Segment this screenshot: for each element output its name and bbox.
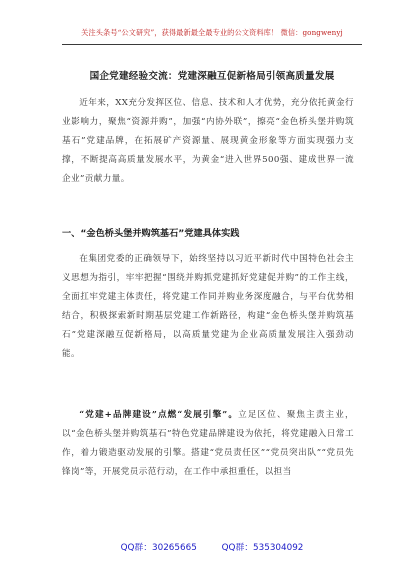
section-paragraph-1: 在集团党委的正确领导下，始终坚持以习近平新时代中国特色社会主义思想为指引，牢牢把握“围绕并购抓党建抓好党建促并购”的工作主线，全面扛牢党建主体责任，将党建工作同并购业务深度融合，与平台优势相结合，积极探索新时期基层党建工作新路径，构建“金色桥头堡并购筑基石”党建深融互促新格局，以高质量党建为企业高质量发展注入强劲动能。 [62,254,354,359]
header-divider [62,44,362,45]
footer-qq-group-1: QQ群：30265665 [120,543,197,553]
section-heading: 一、“金色桥头堡并购筑基石”党建具体实践 [62,228,240,239]
document-title: 国企党建经验交流：党建深融互促新格局引领高质量发展 [89,71,335,82]
paragraph-body-text: 立足区位、聚焦主责主业，以“金色桥头堡并购筑基石”特色党建品牌建设为依托，将党建融入日常工作，着力锻造驱动发展的引擎。搭建“党员责任区”“党员突出队”“党员先锋岗”等，开展党员示范行动，在工作中承担重任，以担当 [62,410,354,477]
paragraph-lead-phrase: “党建+品牌建设”点燃“发展引擎”。 [79,410,239,420]
intro-paragraph: 近年来，XX充分发挥区位、信息、技术和人才优势，充分依托黄金行业影响力，聚焦“资源并购”，加强“内协外联”，擦亮“金色桥头堡并购筑基石”党建品牌，在拓展矿产资源量、展现黄金形象等方面实现强力支撑，不断提高高质量发展水平，为黄金“进入世界500强、建成世界一流企业”贡献力量。 [62,98,354,184]
header-notice: 关注头条号“公文研究”，获得最新最全最专业的公文资料库！ 微信：gongwenyj [81,28,343,37]
footer-qq-group-2: QQ群：535304092 [221,543,304,553]
section-paragraph-2 [62,406,354,482]
footer-contact [62,540,362,553]
